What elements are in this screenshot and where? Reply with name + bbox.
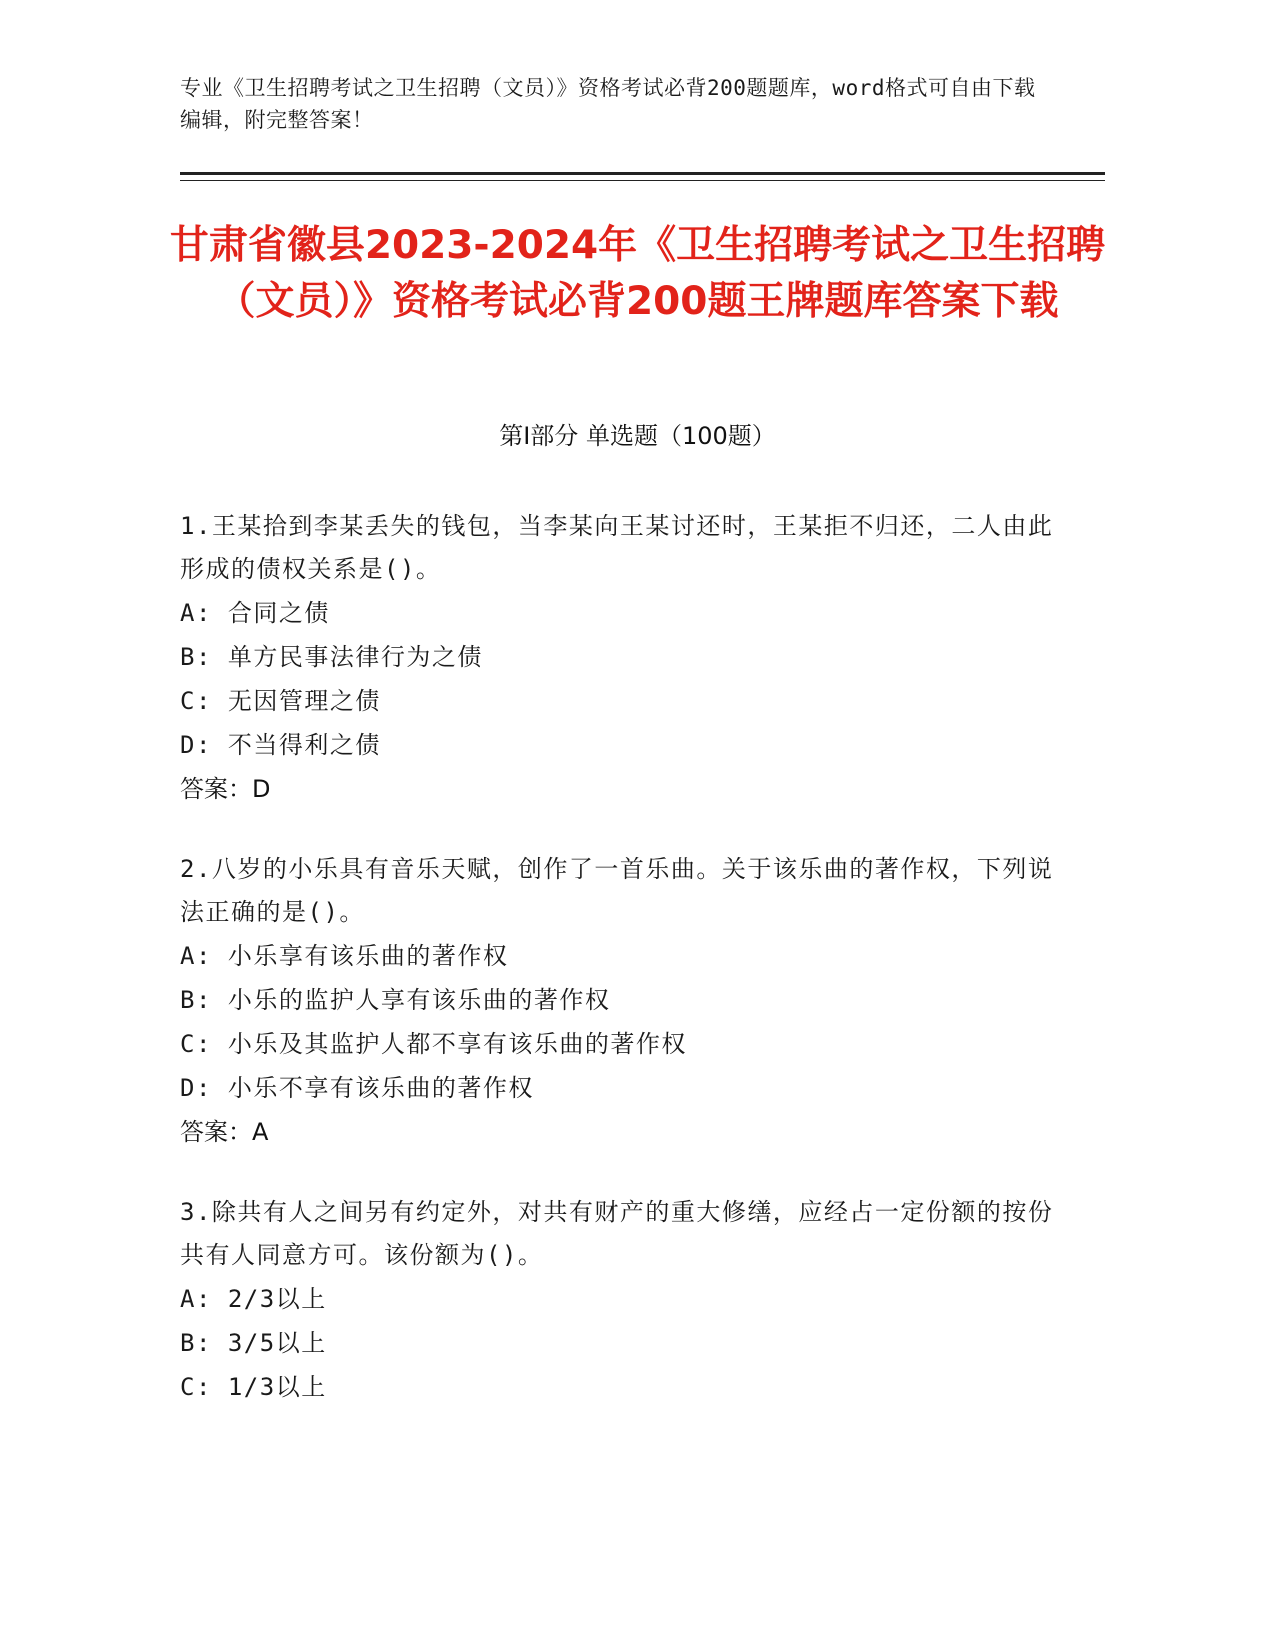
option-c: C: 小乐及其监护人都不享有该乐曲的著作权 <box>180 1030 687 1058</box>
question-stem: 3.除共有人之间另有约定外，对共有财产的重大修缮，应经占一定份额的按份共有人同意方可。该份额为()。 <box>180 1198 1054 1269</box>
answer-line: 答案：A <box>180 1118 269 1146</box>
option-c: C: 1/3以上 <box>180 1373 327 1401</box>
question-2 <box>180 848 1060 1154</box>
option-b: B: 单方民事法律行为之债 <box>180 643 483 671</box>
document-title: 甘肃省徽县2023-2024年《卫生招聘考试之卫生招聘（文员）》资格考试必背200题王牌题库答案下载 <box>169 223 1106 324</box>
answer-line: 答案：D <box>180 775 271 803</box>
option-a: A: 小乐享有该乐曲的著作权 <box>180 942 509 970</box>
header-divider-thick <box>180 172 1105 175</box>
option-c: C: 无因管理之债 <box>180 687 381 715</box>
option-a: A: 2/3以上 <box>180 1285 327 1313</box>
header-divider-thin <box>180 180 1105 181</box>
section-title: 第Ⅰ部分 单选题（100题） <box>499 422 776 450</box>
option-d: D: 不当得利之债 <box>180 731 381 759</box>
question-3 <box>180 1191 1060 1409</box>
question-stem: 2.八岁的小乐具有音乐天赋，创作了一首乐曲。关于该乐曲的著作权，下列说法正确的是()。 <box>180 855 1054 926</box>
question-1 <box>180 505 1060 811</box>
option-b: B: 小乐的监护人享有该乐曲的著作权 <box>180 986 611 1014</box>
option-a: A: 合同之债 <box>180 599 330 627</box>
option-d: D: 小乐不享有该乐曲的著作权 <box>180 1074 534 1102</box>
option-b: B: 3/5以上 <box>180 1329 327 1357</box>
header-note: 专业《卫生招聘考试之卫生招聘（文员）》资格考试必背200题题库，word格式可自由下载编辑，附完整答案！ <box>180 76 1036 132</box>
question-list <box>180 505 1060 1446</box>
question-stem: 1.王某拾到李某丢失的钱包，当李某向王某讨还时，王某拒不归还，二人由此形成的债权关系是()。 <box>180 512 1054 583</box>
